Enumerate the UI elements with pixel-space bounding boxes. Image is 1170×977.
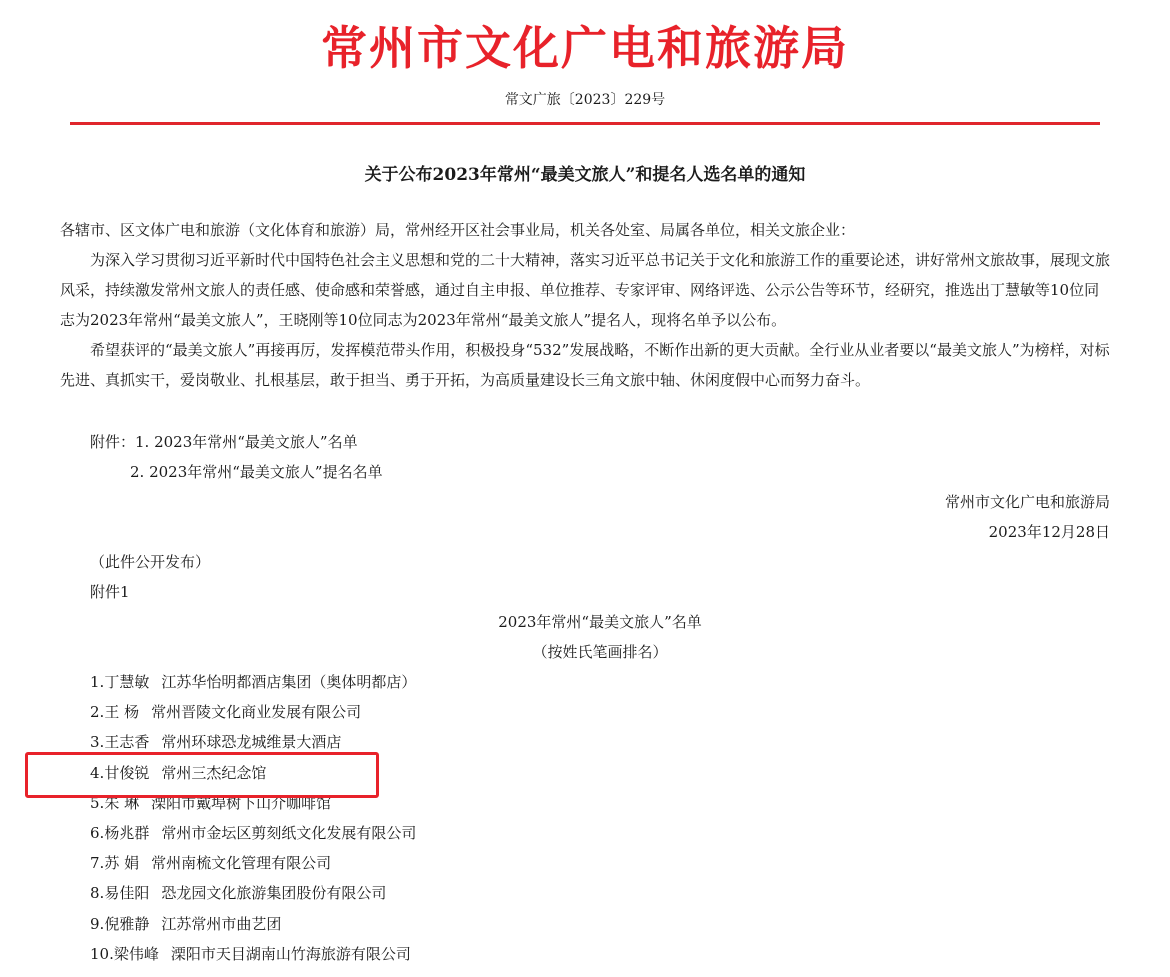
list-item-number: 8. (90, 884, 105, 903)
honoree-list (90, 667, 416, 969)
honoree-name: 苏 娟 (104, 854, 140, 873)
honoree-name: 杨兆群 (104, 824, 150, 843)
honoree-name: 朱 琳 (104, 793, 140, 812)
paragraph-2: 希望获评的“最美文旅人”再接再厉，发挥模范带头作用，积极投身“532”发展战略，不断作出新的更大贡献。全行业从业者要以“最美文旅人”为榜样，对标先进、真抓实干，爱岗敬业、扎根基层，敢于担当、勇于开拓，为高质量建设长三角文旅中轴、休闲度假中心而努力奋斗。 (60, 341, 1110, 389)
honoree-organization: 溧阳市天目湖南山竹海旅游有限公司 (170, 944, 411, 963)
list-item (90, 667, 416, 697)
list-item (90, 848, 416, 878)
honoree-organization: 常州晋陵文化商业发展有限公司 (151, 703, 362, 722)
honoree-name: 王志香 (104, 733, 150, 752)
honoree-name: 王 杨 (104, 703, 140, 722)
honoree-organization: 溧阳市戴埠树下山介咖啡馆 (151, 793, 332, 812)
list-item (90, 939, 416, 969)
issue-date: 2023年12月28日 (988, 523, 1110, 541)
honoree-name: 梁伟峰 (113, 944, 159, 963)
list-item-number: 2. (90, 703, 105, 722)
list-item-number: 6. (90, 824, 105, 843)
honoree-name: 甘俊锐 (104, 763, 150, 782)
paragraph-1: 为深入学习贯彻习近平新时代中国特色社会主义思想和党的二十大精神，落实习近平总书记关于文化和旅游工作的重要论述，讲好常州文旅故事，展现文旅风采，持续激发常州文旅人的责任感、使命感和荣誉感，通过自主申报、单位推荐、专家评审、网络评选、公示公告等环节，经研究，推选出丁慧敏等10位同志为2023年常州“最美文旅人”，王晓刚等10位同志为2023年常州“最美文旅人”提名人，现将名单予以公布。 (60, 251, 1111, 329)
notice-title: 关于公布2023年常州“最美文旅人”和提名人选名单的通知 (364, 165, 806, 185)
honoree-organization: 常州环球恐龙城维景大酒店 (161, 733, 342, 752)
honoree-organization: 恐龙园文化旅游集团股份有限公司 (161, 884, 387, 903)
list-item-number: 1. (90, 673, 105, 691)
honoree-organization: 江苏华怡明都酒店集团（奥体明都店） (161, 673, 417, 691)
list-item-number: 5. (90, 793, 105, 812)
public-release-note: （此件公开发布） (90, 553, 211, 571)
list-item (90, 909, 416, 939)
list-item-number: 7. (90, 854, 105, 873)
document-number: 常文广旅〔2023〕229号 (504, 92, 666, 108)
list-item-number: 10. (90, 944, 114, 963)
annex-label: 附件1 (90, 583, 130, 601)
honoree-name: 易佳阳 (104, 884, 150, 903)
salutation: 各辖市、区文体广电和旅游（文化体育和旅游）局，常州经开区社会事业局，机关各处室、局属各单位，相关文旅企业： (60, 221, 856, 239)
list-item-number: 9. (90, 914, 105, 933)
list-item-number: 4. (90, 763, 105, 782)
honoree-organization: 常州三杰纪念馆 (161, 763, 267, 782)
highlight-annotation (25, 752, 379, 798)
attachment-item-1: 附件：1. 2023年常州“最美文旅人”名单 (90, 433, 358, 451)
red-divider (70, 122, 1100, 125)
list-item (90, 697, 416, 727)
attachment-item-2: 2. 2023年常州“最美文旅人”提名名单 (130, 463, 383, 481)
honoree-name: 倪雅静 (104, 914, 150, 933)
honoree-organization: 常州市金坛区剪刻纸文化发展有限公司 (161, 824, 417, 843)
honoree-organization: 江苏常州市曲艺团 (161, 914, 282, 933)
issuer-signature: 常州市文化广电和旅游局 (944, 493, 1110, 511)
honoree-name: 丁慧敏 (104, 673, 150, 691)
list-title: 2023年常州“最美文旅人”名单 (498, 613, 702, 631)
list-item (90, 878, 416, 908)
list-item-number: 3. (90, 733, 105, 752)
honoree-organization: 常州南梳文化管理有限公司 (151, 854, 332, 873)
masthead-title: 常州市文化广电和旅游局 (321, 21, 849, 75)
list-subtitle: （按姓氏笔画排名） (532, 643, 668, 661)
list-item (90, 818, 416, 848)
